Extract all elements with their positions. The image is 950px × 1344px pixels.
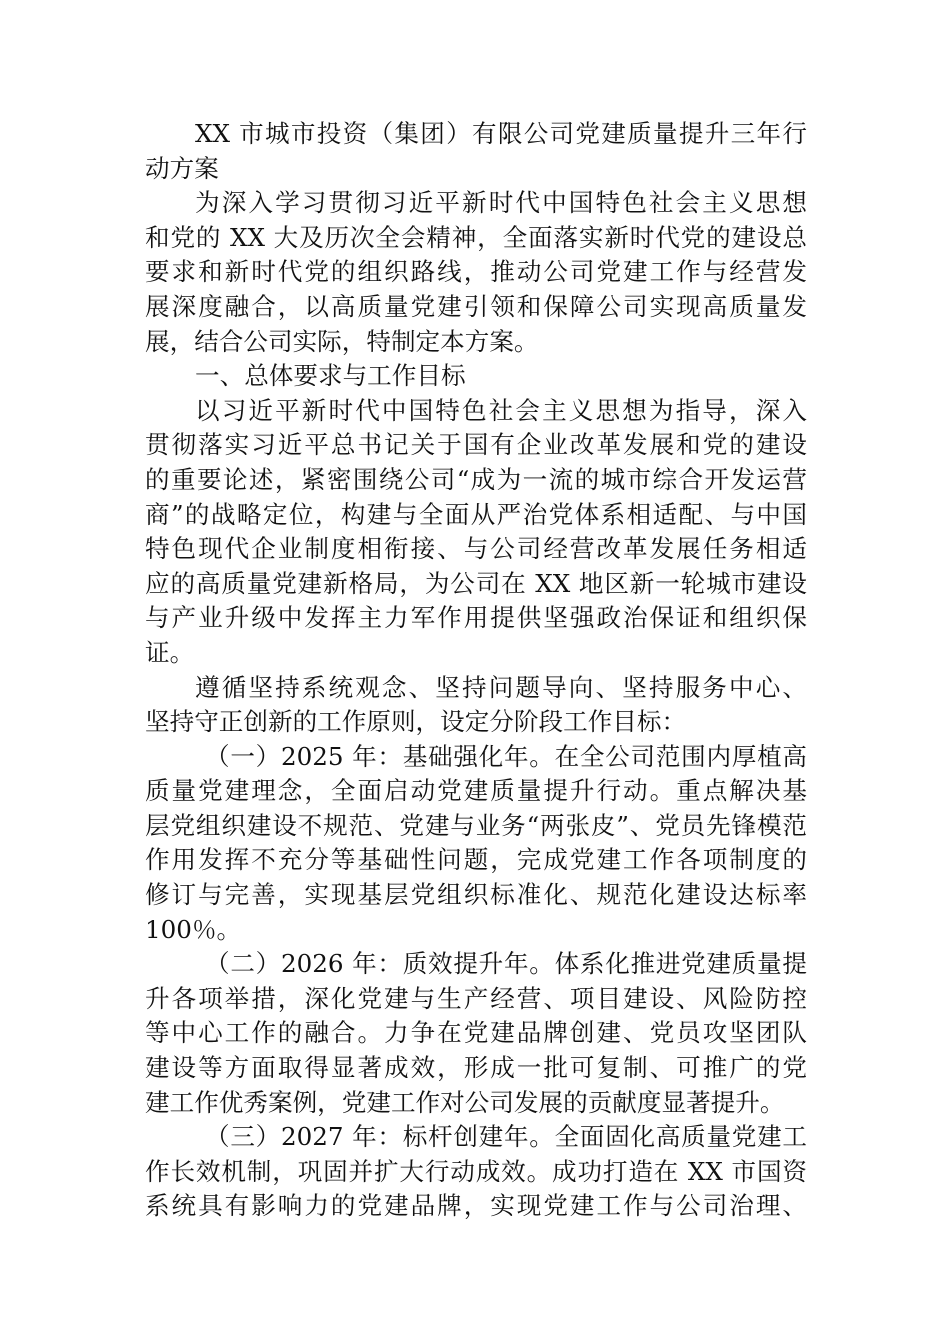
text-line: 层党组织建设不规范、党建与业务“两张皮”、党员先锋模范 — [145, 810, 807, 840]
paragraph-goal-2027 — [145, 1120, 807, 1224]
text-line: 应的高质量党建新格局，为公司在 XX 地区新一轮城市建设 — [145, 568, 807, 598]
text-line: 作长效机制，巩固并扩大行动成效。成功打造在 XX 市国资 — [145, 1156, 807, 1186]
paragraph-guiding-ideology — [145, 394, 807, 671]
text-line: 特色现代企业制度相衔接、与公司经营改革发展任务相适 — [145, 534, 807, 564]
text-line: 和党的 XX 大及历次全会精神，全面落实新时代党的建设总 — [145, 222, 807, 252]
text-line: 证。 — [145, 637, 195, 667]
text-line: 修订与完善，实现基层党组织标准化、规范化建设达标率 — [145, 880, 807, 910]
text-line: （一）2025 年：基础强化年。在全公司范围内厚植高 — [205, 741, 807, 771]
paragraph-intro — [145, 186, 807, 359]
text-line: 商”的战略定位，构建与全面从严治党体系相适配、与中国 — [145, 499, 807, 529]
text-line: 展深度融合，以高质量党建引领和保障公司实现高质量发 — [145, 291, 807, 321]
text-line: 质量党建理念，全面启动党建质量提升行动。重点解决基 — [145, 776, 807, 806]
text-line: 作用发挥不充分等基础性问题，完成党建工作各项制度的 — [145, 845, 807, 875]
text-line: 以习近平新时代中国特色社会主义思想为指导，深入 — [195, 395, 807, 425]
section-heading — [145, 359, 807, 394]
text-line: 展，结合公司实际，特制定本方案。 — [145, 326, 539, 356]
text-line: （二）2026 年：质效提升年。体系化推进党建质量提 — [205, 949, 807, 979]
document-title — [145, 117, 807, 186]
text-line: （三）2027 年：标杆创建年。全面固化高质量党建工 — [205, 1122, 807, 1152]
text-line: 要求和新时代党的组织路线，推动公司党建工作与经营发 — [145, 257, 807, 287]
text-line: 等中心工作的融合。力争在党建品牌创建、党员攻坚团队 — [145, 1018, 807, 1048]
text-line: 的重要论述，紧密围绕公司“成为一流的城市综合开发运营 — [145, 464, 807, 494]
text-line: 贯彻落实习近平总书记关于国有企业改革发展和党的建设 — [145, 430, 807, 460]
text-line: 升各项举措，深化党建与生产经营、项目建设、风险防控 — [145, 983, 807, 1013]
text-line: 与产业升级中发挥主力军作用提供坚强政治保证和组织保 — [145, 603, 807, 633]
paragraph-goal-2025 — [145, 740, 807, 948]
title-line: 动方案 — [145, 153, 219, 183]
document-page — [145, 117, 807, 1224]
text-line: 建工作优秀案例，党建工作对公司发展的贡献度显著提升。 — [145, 1087, 785, 1117]
paragraph-goal-2026 — [145, 947, 807, 1120]
text-line: 系统具有影响力的党建品牌，实现党建工作与公司治理、 — [145, 1191, 807, 1221]
text-line: 遵循坚持系统观念、坚持问题导向、坚持服务中心、 — [195, 672, 807, 702]
text-line: 坚持守正创新的工作原则，设定分阶段工作目标： — [145, 707, 687, 737]
text-line: 为深入学习贯彻习近平新时代中国特色社会主义思想 — [195, 188, 807, 218]
heading-text: 一、总体要求与工作目标 — [195, 361, 466, 391]
text-line: 建设等方面取得显著成效，形成一批可复制、可推广的党 — [145, 1053, 807, 1083]
title-line: XX 市城市投资（集团）有限公司党建质量提升三年行 — [195, 119, 807, 148]
paragraph-principles — [145, 671, 807, 740]
text-line: 100％。 — [145, 914, 242, 944]
